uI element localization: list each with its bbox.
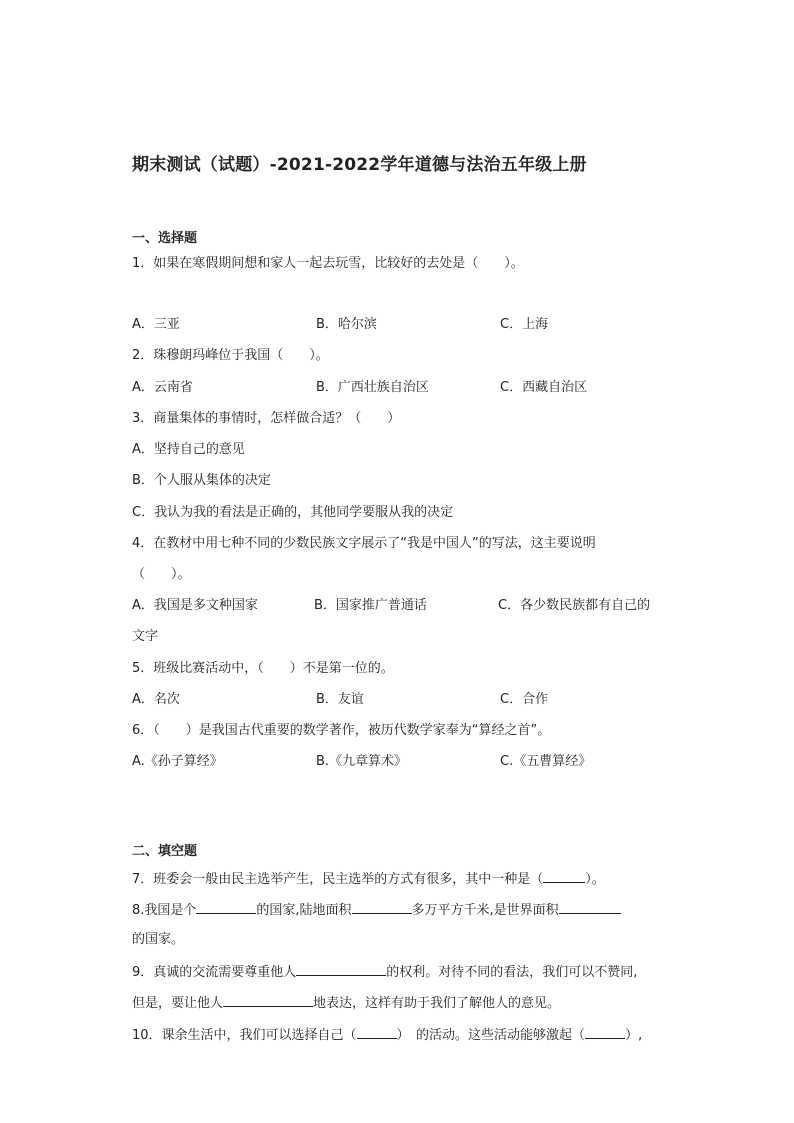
q5-option-c: C．合作	[500, 692, 549, 707]
question-3: 3．商量集体的事情时，怎样做合适？（ ）	[132, 411, 401, 426]
question-9	[132, 962, 637, 982]
q5-option-b: B．友谊	[316, 692, 364, 707]
q6-option-a: A.《孙子算经》	[132, 754, 223, 769]
q9-blank-2	[223, 993, 313, 1007]
q3-option-c: C．我认为我的看法是正确的，其他同学要服从我的决定	[132, 505, 454, 520]
q7-text-after: ）。	[585, 872, 605, 887]
q2-option-b: B．广西壮族自治区	[316, 380, 429, 395]
section-heading-fill: 二、填空题	[132, 844, 198, 859]
q8-blank-2	[352, 900, 412, 914]
question-6: 6．（ ）是我国古代重要的数学著作，被历代数学家奉为“算经之首”。	[132, 723, 551, 738]
q4-option-c: C．各少数民族都有自己的	[498, 598, 651, 613]
q4-option-c-wrap: 文字	[132, 629, 159, 644]
question-2: 2．珠穆朗玛峰位于我国（ ）。	[132, 348, 329, 363]
q8-blank-1	[196, 900, 256, 914]
question-1: 1．如果在寒假期间想和家人一起去玩雪，比较好的去处是（ ）。	[132, 256, 524, 271]
q8-text-1: 8.我国是个	[132, 903, 197, 918]
question-8-line-2: 的国家。	[132, 932, 185, 947]
question-5: 5．班级比赛活动中，（ ）不是第一位的。	[132, 661, 394, 676]
q7-blank	[543, 869, 585, 883]
q1-option-b: B．哈尔滨	[316, 317, 377, 332]
question-4-line-2: （ ）。	[132, 567, 191, 582]
q4-option-b: B．国家推广普通话	[314, 598, 427, 613]
q8-blank-3	[559, 900, 621, 914]
q8-text-3: 多万平方千米,是世界面积	[411, 903, 559, 918]
q3-option-a: A．坚持自己的意见	[132, 442, 245, 457]
q9-blank-1	[296, 962, 386, 976]
q2-option-a: A．云南省	[132, 380, 193, 395]
q1-option-c: C．上海	[500, 317, 549, 332]
q10-text-2: ） 的活动。这些活动能够激起（	[396, 1028, 586, 1043]
question-7	[132, 869, 605, 889]
q2-option-c: C．西藏自治区	[500, 380, 588, 395]
q4-option-a: A．我国是多文种国家	[132, 598, 258, 613]
q6-option-c: C.《五曹算经》	[500, 754, 592, 769]
q10-blank-1	[357, 1025, 397, 1039]
q10-blank-2	[585, 1025, 625, 1039]
q1-option-a: A．三亚	[132, 317, 180, 332]
q7-text-before: 7．班委会一般由民主选举产生，民主选举的方式有很多，其中一种是（	[132, 872, 544, 887]
q3-option-b: B．个人服从集体的决定	[132, 473, 271, 488]
question-9-line-2	[132, 993, 560, 1013]
q9-text-3: 但是，要让他人	[132, 996, 224, 1011]
question-8	[132, 900, 621, 920]
q9-text-1: 9．真诚的交流需要尊重他人	[132, 965, 297, 980]
q8-text-2: 的国家,陆地面积	[256, 903, 352, 918]
q9-text-2: 的权利。对待不同的看法，我们可以不赞同,	[386, 965, 638, 980]
page-title: 期末测试（试题）-2021-2022学年道德与法治五年级上册	[132, 155, 587, 175]
q10-text-1: 10．课余生活中，我们可以选择自己（	[132, 1028, 357, 1043]
question-10	[132, 1025, 642, 1045]
section-heading-choice: 一、选择题	[132, 231, 198, 246]
q5-option-a: A．名次	[132, 692, 180, 707]
q10-text-3: ）,	[625, 1028, 643, 1043]
question-4-line-1: 4．在教材中用七种不同的少数民族文字展示了“我是中国人”的写法，这主要说明	[132, 536, 596, 551]
q6-option-b: B.《九章算术》	[316, 754, 408, 769]
q9-text-4: 地表达，这样有助于我们了解他人的意见。	[313, 996, 561, 1011]
